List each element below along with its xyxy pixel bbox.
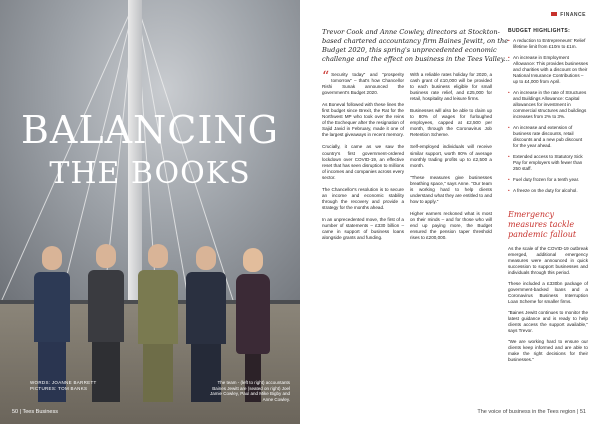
sidebar-title: BUDGET HIGHLIGHTS:: [508, 28, 571, 34]
credits-words: WORDS: JOANNE BARRETT: [30, 380, 97, 385]
paragraph: "These measures give businesses breathing space," says Anne. "Our team is working hard to help clients understand what they are entitled to and how to apply.": [410, 174, 492, 204]
box-title: Emergency measures tackle pandemic fallout: [508, 210, 577, 239]
emergency-measures-box: [508, 210, 588, 368]
quote-mark-icon: “: [322, 69, 330, 85]
list-item: • A freeze on the duty for alcohol.: [508, 188, 588, 194]
photo-credits: [30, 380, 97, 392]
paragraph: Security today" and "prosperity tomorrow" – that's how Chancellor Rishi Sunak announced the government's Budget 2020.: [322, 72, 404, 96]
list-item: • A reduction to Entrepreneurs' Relief lifetime limit from £10m to £1m.: [508, 38, 588, 50]
body-column-1: [322, 69, 404, 247]
paragraph: Self-employed individuals will receive similar support, worth 80% of average monthly trading profits up to £2,500 a month.: [410, 144, 492, 168]
person-4: [186, 246, 226, 402]
paragraph: In an unprecedented move, the first of a number of statements – £330 billion – came in support of business loans alongside grants and funding.: [322, 216, 404, 241]
list-item: • An increase in Employment Allowance: This provides businesses and charities with a discount on their National Insurance Contributions – up to £4,000 from April.: [508, 55, 588, 85]
budget-highlights-sidebar: [508, 28, 588, 199]
paragraph: Higher earners reckoned what is most on their minds – and for those who will end up paying more, the Budget ensured the pension taper threshold rises to £200,000.: [410, 210, 492, 241]
highlights-list: [508, 38, 588, 194]
paragraph: The Chancellor's resolution is to secure an income and economic stability through the recovery and provide a strategy for the months ahead.: [322, 186, 404, 210]
section-tag: FINANCE: [551, 12, 586, 18]
photo-caption: The team - (left to right) accountants Baines Jewitt are (seated on right) Joel Jamie Cowley, Paul and Mike Bigby and Anne Cowley.: [210, 380, 290, 402]
person-3: [138, 244, 178, 402]
person-5: [236, 248, 270, 402]
paragraph: "Baines Jewitt continues to monitor the latest guidance and is ready to help clients access the support available," says Trevor.: [508, 310, 588, 333]
body-column-2: [410, 72, 492, 247]
list-item: • Extended access to Statutory Sick Pay for employers with fewer than 250 staff.: [508, 154, 588, 172]
folio-right: The voice of business in the Tees region | 51: [477, 409, 586, 415]
paragraph: Crucially, it came as we saw the country's first government-ordered lockdown over COVID-19, an effective reset that has seen disruption to millions of incomes and companies across every sector.: [322, 144, 404, 180]
paragraph: "We are working hard to ensure our clients keep informed and are able to make the right decisions for their businesses.": [508, 339, 588, 362]
right-page-article: [300, 0, 600, 424]
paragraph: As Boneval followed with these lines the first budget since Brexit, the Rat for the Northwest MP who took over the reins of the Exchequer after the resignation of Sajid Javid in February, made it one of the largest giveaways in recent memory.: [322, 102, 404, 138]
paragraph: Businesses will also be able to claim up to 80% of wages for furloughed employees, capped at £2,500 per month, through the Coronavirus Job Retention Scheme.: [410, 108, 492, 138]
paragraph: These included a £330bn package of government-backed loans and a Coronavirus Business Interruption Loan Scheme for smaller firms.: [508, 281, 588, 304]
list-item: • An increase in the rate of Structures and Buildings Allowance: Capital allowances for investment in commercial structures and buildings increases from 2% to 3%.: [508, 90, 588, 120]
paragraph: As the scale of the COVID-19 outbreak emerged, additional emergency measures were announced in quick succession to support businesses and individuals through this period.: [508, 246, 588, 275]
credits-pictures: PICTURES: TOM BANKS: [30, 386, 88, 391]
person-2: [88, 244, 124, 402]
list-item: • An increase and extension of business rate discounts, retail discounts and a new pub discount for the year ahead.: [508, 125, 588, 149]
folio-left: 50 | Tees Business: [12, 409, 58, 415]
standfirst: Trevor Cook and Anne Cowley, directors at Stockton-based chartered accountancy firm Baines Jewitt, on the Budget 2020, this spring's unprecedented economic challenge and the effect on business in the Tees Valley...: [322, 28, 510, 63]
person-1: [34, 246, 70, 402]
paragraph: With a reliable rates holiday for 2020, a cash grant of £10,000 will be provided to each business eligible for small business rate relief, and £25,000 for retail, hospitality and leisure firms.: [410, 72, 492, 102]
headline: [0, 108, 300, 191]
list-item: • Fuel duty frozen for a tenth year.: [508, 177, 588, 183]
headline-sub: THE BOOKS: [49, 156, 251, 191]
headline-main: BALANCING: [21, 108, 279, 152]
